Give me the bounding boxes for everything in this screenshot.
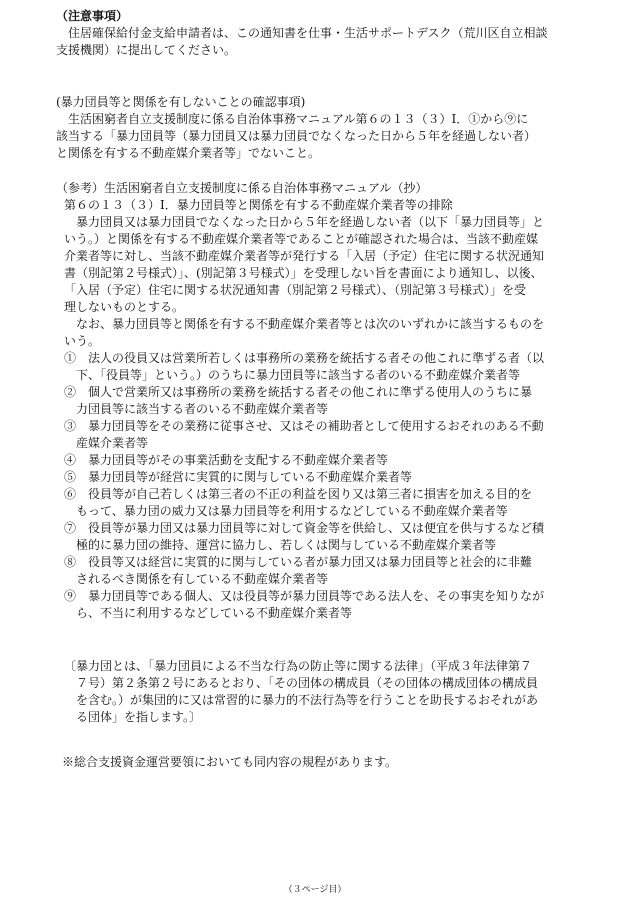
list-item xyxy=(64,520,630,554)
list-item-line: 極的に暴力団の維持、運営に協力し、若しくは関与している不動産媒介業者等 xyxy=(64,538,497,552)
confirmation-section xyxy=(56,94,630,162)
paragraph-line: 「入居（予定）住宅に関する状況通知書（別記第２号様式）、（別記第３号様式）」を受 xyxy=(64,283,527,297)
paragraph-line: 書（別記第２号様式）」、(別記第３号様式）」を受理しない旨を書面により通知し、以後、 xyxy=(64,266,543,280)
notice-text-line: 住居確保給付金支給申請者は、この通知書を仕事・生活サポートデスク（荒川区自立相談 xyxy=(56,26,548,40)
list-item-line: ら、不当に利用するなどしている不動産媒介業者等 xyxy=(64,606,353,620)
list-item-line: ⑦ 役員等が暴力団又は暴力団員等に対して資金等を供給し、又は便宜を供与するなど積 xyxy=(64,521,545,535)
reference-paragraph-1 xyxy=(56,214,630,316)
paragraph-line: 介業者等に対し、当該不動産媒介業者等が発行する「入居（予定）住宅に関する状況通知 xyxy=(64,249,545,263)
reference-item-list xyxy=(56,350,630,622)
reference-section xyxy=(56,180,630,622)
list-item-line: されるべき関係を有している不動産媒介業者等 xyxy=(64,572,329,586)
definition-line: ７号）第２条第２号にあるとおり、「その団体の構成員（その団体の構成団体の構成員 xyxy=(64,676,539,690)
list-item-line: ⑥ 役員等が自己若しくは第三者の不正の利益を図り又は第三者に損害を加える目的を xyxy=(64,487,533,501)
definition-section xyxy=(64,658,630,726)
paragraph-line: なお、暴力団員等と関係を有する不動産媒介業者等とは次のいずれかに該当するものを xyxy=(64,317,545,331)
reference-paragraph-2 xyxy=(56,316,630,350)
notice-section xyxy=(56,8,630,59)
list-item xyxy=(64,469,630,486)
list-item-line: 産媒介業者等 xyxy=(64,436,149,450)
list-item xyxy=(64,418,630,452)
reference-heading: （参考）生活困窮者自立支援制度に係る自治体事務マニュアル（抄） xyxy=(56,181,428,195)
list-item-line: ⑧ 役員等又は経営に実質的に関与している者が暴力団又は暴力団員等と社会的に非難 xyxy=(64,555,533,569)
list-item xyxy=(64,452,630,469)
confirmation-heading: (暴力団員等と関係を有しないことの確認事項) xyxy=(56,95,306,109)
definition-line: る団体」を指します。〕 xyxy=(64,710,202,724)
list-item-line: 下、「役員等」という。）のうちに暴力団員等に該当する者のいる不動産媒介業者等 xyxy=(64,368,521,382)
list-item-line: ② 個人で営業所又は事務所の業務を統括する者その他これに準ずる使用人のうちに暴 xyxy=(64,385,533,399)
notice-text-line: 支援機関）に提出してください。 xyxy=(56,43,237,57)
footnote-section xyxy=(62,754,630,771)
list-item-line: ① 法人の役員又は営業所若しくは事務所の業務を統括する者その他これに準ずる者（以 xyxy=(64,351,545,365)
list-item-line: ⑨ 暴力団員等である個人、又は役員等が暴力団員等である法人を、その事実を知りなが xyxy=(64,589,545,603)
list-item xyxy=(64,350,630,384)
confirmation-text-line: 生活困窮者自立支援制度に係る自治体事務マニュアル第６の１３（３）Ⅰ．①から⑨に xyxy=(56,112,529,126)
paragraph-line: いう。）と関係を有する不動産媒介業者等であることが確認された場合は、当該不動産媒 xyxy=(64,232,539,246)
list-item-line: ③ 暴力団員等をその業務に従事させ、又はその補助者として使用するおそれのある不動 xyxy=(64,419,544,433)
confirmation-text-line: 該当する「暴力団員等（暴力団員又は暴力団員でなくなった日から５年を経過しない者） xyxy=(56,129,537,143)
list-item xyxy=(64,384,630,418)
paragraph-line: いう。 xyxy=(64,334,101,348)
paragraph-line: 理しないものとする。 xyxy=(64,300,185,314)
list-item-line: ⑤ 暴力団員等が経営に実質的に関与している不動産媒介業者等 xyxy=(64,470,413,484)
list-item xyxy=(64,486,630,520)
list-item-line: もって、暴力団の威力又は暴力団員等を利用するなどしている不動産媒介業者等 xyxy=(64,504,508,518)
footnote: ※総合支援資金運営要領においても同内容の規程があります。 xyxy=(62,755,398,769)
reference-section-title: 第６の１３（３）Ⅰ．暴力団員等と関係を有する不動産媒介業者等の排除 xyxy=(64,198,453,212)
definition-line: 〔暴力団とは、「暴力団員による不当な行為の防止等に関する法律」（平成３年法律第７ xyxy=(64,659,533,673)
list-item xyxy=(64,554,630,588)
list-item-line: ④ 暴力団員等がその事業活動を支配する不動産媒介業者等 xyxy=(64,453,389,467)
page-number: （３ページ目） xyxy=(283,885,347,895)
list-item xyxy=(64,588,630,622)
notice-heading: （注意事項） xyxy=(56,9,129,23)
list-item-line: 力団員等に該当する者のいる不動産媒介業者等 xyxy=(64,402,329,416)
paragraph-line: 暴力団員又は暴力団員でなくなった日から５年を経過しない者（以下「暴力団員等」と xyxy=(64,215,545,229)
confirmation-text-line: と関係を有する不動産媒介業者等」でないこと。 xyxy=(56,146,321,160)
definition-line: を含む。）が集団的に又は常習的に暴力的不法行為等を行うことを助長するおそれがあ xyxy=(64,693,539,707)
